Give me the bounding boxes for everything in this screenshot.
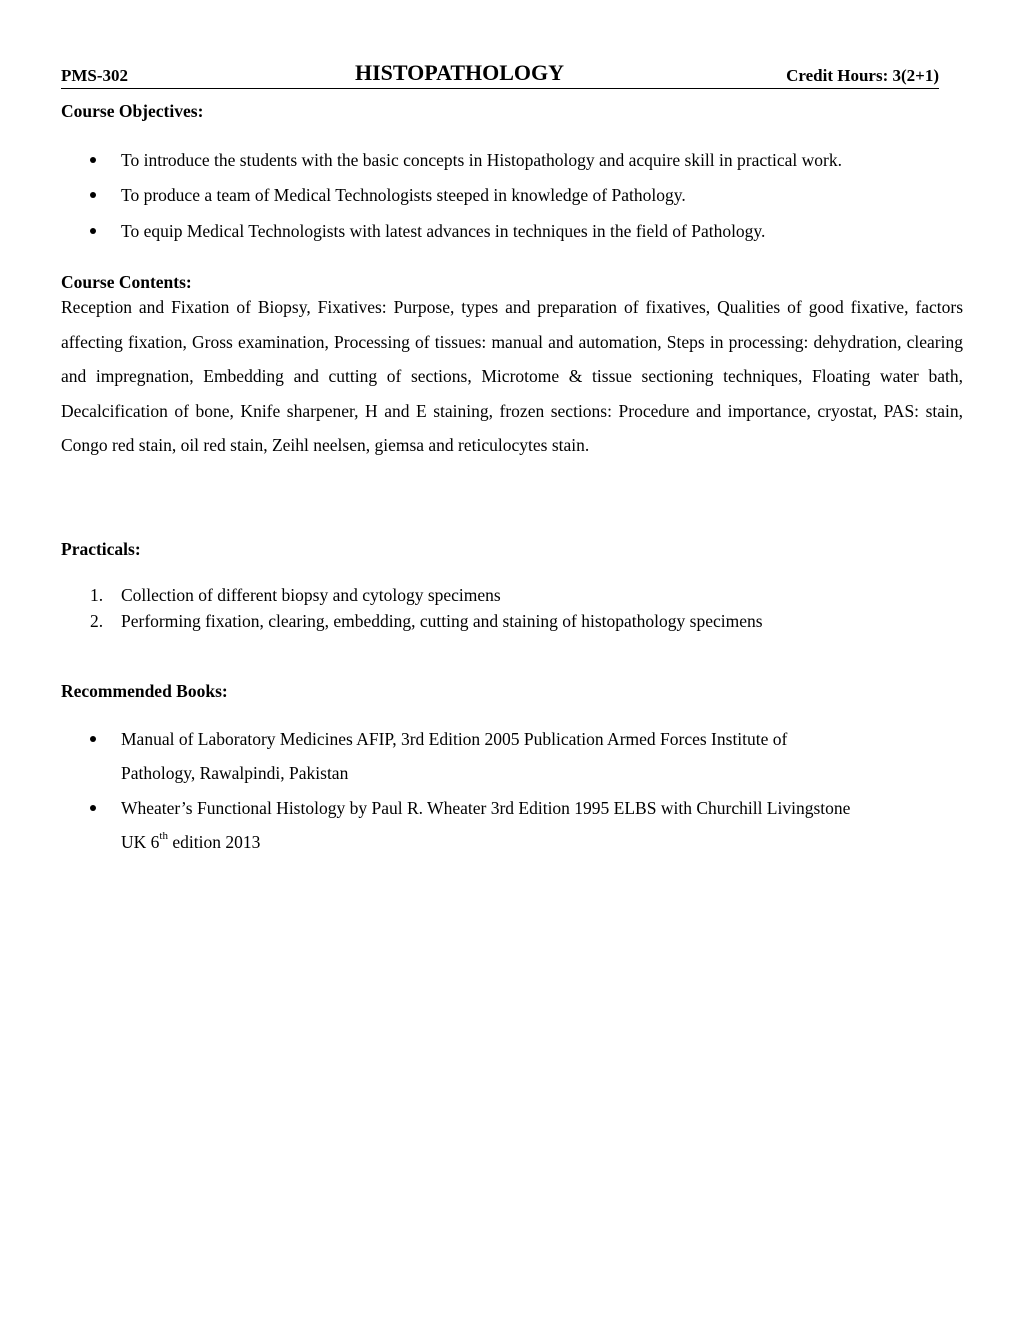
practical-text: Performing fixation, clearing, embedding, cutting and staining of histopathology specimens [121, 611, 763, 631]
superscript-suffix: th [159, 830, 168, 843]
practicals-heading: Practicals: [61, 539, 141, 559]
course-code: PMS-302 [61, 66, 129, 85]
bullet-icon [90, 178, 110, 212]
practical-text: Collection of different biopsy and cytology specimens [121, 585, 501, 605]
bullet-icon [90, 143, 110, 177]
book-edition-text: edition 2013 [167, 832, 261, 852]
course-title: HISTOPATHOLOGY [355, 60, 565, 85]
book-text [121, 722, 971, 790]
book-edition-text: UK 6 [121, 832, 160, 852]
book-text [121, 791, 971, 859]
course-header [61, 62, 939, 89]
objective-text: To produce a team of Medical Technologists steeped in knowledge of Pathology. [121, 185, 686, 205]
objective-text: To introduce the students with the basic concepts in Histopathology and acquire skill in practical work. [121, 150, 842, 170]
objective-text: To equip Medical Technologists with latest advances in techniques in the field of Pathology. [121, 221, 766, 241]
book-line: Manual of Laboratory Medicines AFIP, 3rd Edition 2005 Publication Armed Forces Institute of [121, 729, 788, 749]
credit-hours: Credit Hours: 3(2+1) [786, 66, 939, 85]
book-line: Pathology, Rawalpindi, Pakistan [121, 763, 349, 783]
item-number: 2. [90, 611, 104, 631]
objectives-heading: Course Objectives: [61, 101, 204, 121]
bullet-icon [90, 791, 110, 825]
book-line [121, 825, 971, 859]
book-line: Wheater’s Functional Histology by Paul R. Wheater 3rd Edition 1995 ELBS with Churchill Livingstone [121, 798, 851, 818]
bullet-icon [90, 722, 110, 756]
books-heading: Recommended Books: [61, 681, 228, 701]
contents-paragraph: Reception and Fixation of Biopsy, Fixatives: Purpose, types and preparation of fixatives, Qualities of good fixative, factors affecting fixation, Gross examination, Processing of tissues: manual and automation, Steps in processing: dehydration, clearing and impregnation, Embedding and cutting of sections, Microtome & tissue sectioning techniques, Floating water bath, Decalcification of bone, Knife sharpener, H and E staining, frozen sections: Procedure and importance, cryostat, PAS: stain, Congo red stain, oil red stain, Zeihl neelsen, giemsa and reticulocytes stain. [61, 297, 963, 456]
item-number: 1. [90, 585, 104, 605]
contents-heading: Course Contents: [61, 272, 192, 292]
bullet-icon [90, 214, 110, 248]
